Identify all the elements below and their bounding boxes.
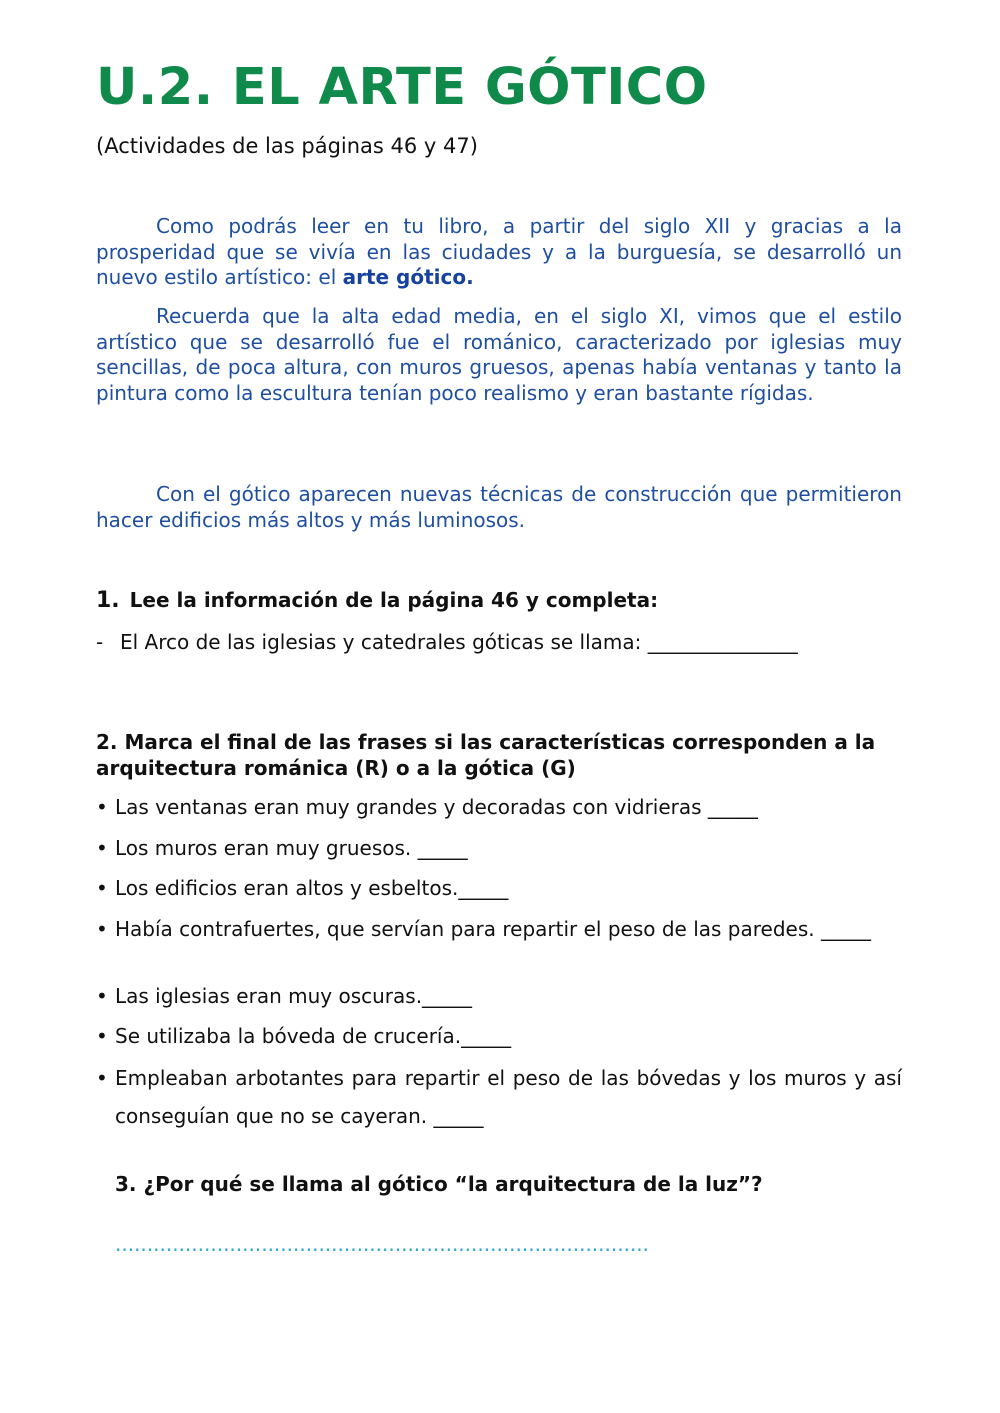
question-2-item-text: Empleaban arbotantes para repartir el peso de las bóvedas y los muros y así conseguían que no se cayeran. _____ xyxy=(115,1066,902,1128)
question-3-heading: 3. ¿Por qué se llama al gótico “la arquitectura de la luz”? xyxy=(115,1172,763,1196)
bullet-icon: • xyxy=(96,1066,108,1090)
intro-paragraph-1-bold: arte gótico. xyxy=(342,265,474,289)
intro-paragraph-2-text: Recuerda que la alta edad media, en el siglo XI, vimos que el estilo artístico que se desarrolló fue el románico, caracterizado por iglesias muy sencillas, de poca altura, con muros gruesos, apenas había ventanas y tanto la pintura como la escultura tenían poco realismo y eran bastante rígidas. xyxy=(96,304,902,405)
question-2-item-text: Había contrafuertes, que servían para repartir el peso de las paredes. _____ xyxy=(115,917,871,941)
intro-paragraph-1 xyxy=(96,214,902,291)
bullet-icon: • xyxy=(96,836,108,860)
bullet-icon: • xyxy=(96,984,108,1008)
intro-paragraph-3-text: Con el gótico aparecen nuevas técnicas de construcción que permitieron hacer edificios más altos y más luminosos. xyxy=(96,482,902,532)
question-3-answer-line[interactable]: .................................................................................... xyxy=(115,1232,650,1256)
intro-paragraph-2 xyxy=(96,304,902,406)
question-2-heading: 2. Marca el final de las frases si las características corresponden a la arquitectura románica (R) o a la gótica (G) xyxy=(96,730,876,780)
question-2-item-text: Se utilizaba la bóveda de crucería._____ xyxy=(115,1024,512,1048)
question-2-item[interactable] xyxy=(96,910,902,948)
intro-paragraph-3 xyxy=(96,482,902,533)
page-title: U.2. EL ARTE GÓTICO xyxy=(96,58,708,117)
question-1-fill-in-text: El Arco de las iglesias y catedrales góticas se llama: _______________ xyxy=(120,630,798,654)
question-1-heading-text: Lee la información de la página 46 y completa: xyxy=(129,588,659,612)
question-2-item-text: Los muros eran muy gruesos. _____ xyxy=(115,836,468,860)
question-2-item[interactable] xyxy=(96,1017,902,1055)
bullet-icon: • xyxy=(96,876,108,900)
bullet-icon: • xyxy=(96,1024,108,1048)
bullet-icon: • xyxy=(96,917,108,941)
question-2-item-text: Las iglesias eran muy oscuras._____ xyxy=(115,984,473,1008)
question-2-item[interactable] xyxy=(96,977,902,1015)
question-2-item-text: Los edificios eran altos y esbeltos._____ xyxy=(115,876,509,900)
page-subtitle: (Actividades de las páginas 46 y 47) xyxy=(96,134,478,158)
dash-marker: - xyxy=(96,630,104,654)
question-1-fill-in[interactable] xyxy=(96,630,798,654)
question-2-item[interactable] xyxy=(96,869,902,907)
bullet-icon: • xyxy=(96,795,108,819)
question-2-item[interactable] xyxy=(96,788,902,826)
question-2-item[interactable] xyxy=(96,1059,902,1135)
question-2-item-text: Las ventanas eran muy grandes y decoradas con vidrieras _____ xyxy=(115,795,758,819)
intro-paragraph-1-text: Como podrás leer en tu libro, a partir del siglo XII y gracias a la prosperidad que se vivía en las ciudades y a la burguesía, se desarrolló un nuevo estilo artístico: el xyxy=(96,214,902,289)
question-2-item[interactable] xyxy=(96,829,902,867)
question-1-heading xyxy=(96,588,658,613)
question-1-number: 1. xyxy=(96,588,120,613)
